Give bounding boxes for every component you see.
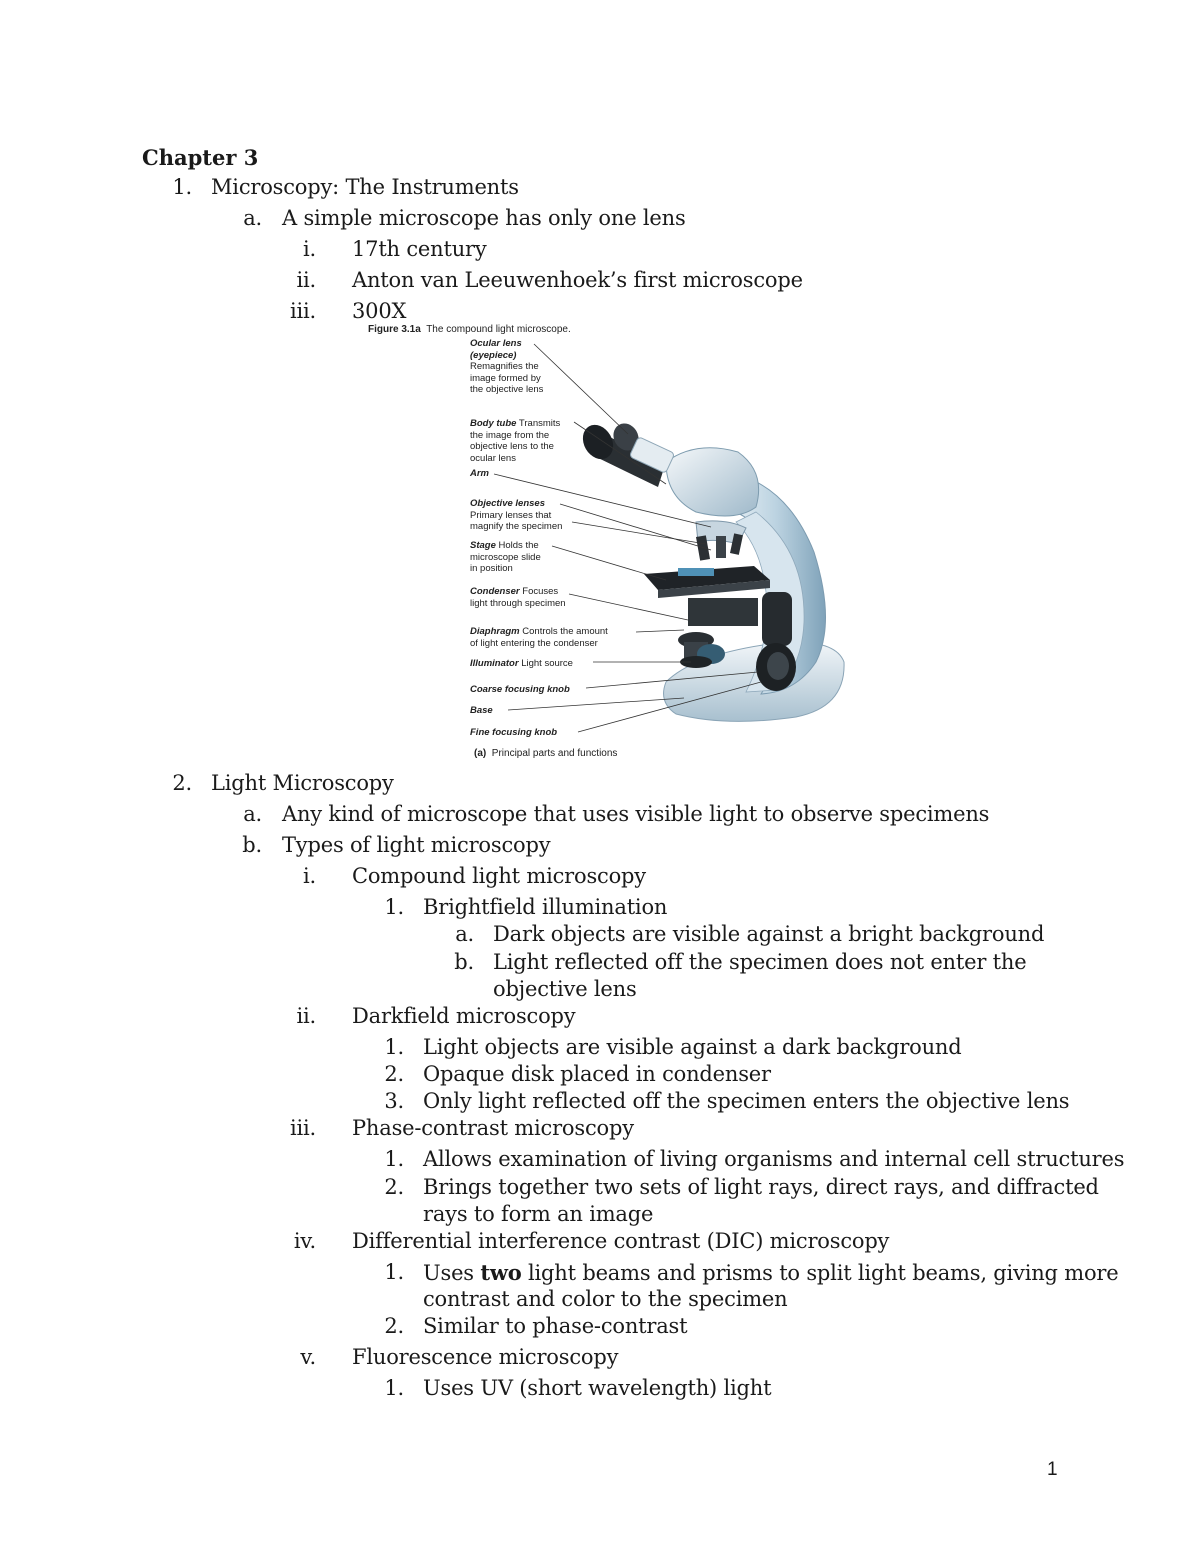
list-text: Types of light microscopy [282, 833, 551, 857]
list-marker: 1. [384, 1035, 404, 1059]
label-base: Base [470, 705, 493, 716]
list-text: Compound light microscopy [352, 864, 646, 888]
list-marker: 1. [384, 1260, 404, 1284]
list-text: objective lens [493, 977, 637, 1001]
figure-number: Figure 3.1a [368, 324, 421, 335]
list-marker: 1. [384, 1376, 404, 1400]
list-text: Light Microscopy [211, 771, 394, 795]
list-text: rays to form an image [423, 1202, 654, 1226]
list-marker: 1. [384, 1147, 404, 1171]
label-fine-focusing-knob: Fine focusing knob [470, 727, 558, 738]
list-text: contrast and color to the specimen [423, 1287, 788, 1311]
list-text: Microscopy: The Instruments [211, 175, 519, 199]
list-marker: 1. [384, 895, 404, 919]
label-stage: Stage Holds the microscope slide in position [470, 540, 541, 575]
list-text: Opaque disk placed in condenser [423, 1062, 771, 1086]
chapter-title: Chapter 3 [142, 145, 259, 170]
figure-subcaption: (a) Principal parts and functions [474, 748, 618, 759]
list-marker: 3. [384, 1089, 404, 1113]
list-text: Allows examination of living organisms and internal cell structures [423, 1147, 1125, 1171]
page-number: 1 [1047, 1459, 1058, 1480]
list-marker: 2. [384, 1314, 404, 1338]
emphasis-text: two [480, 1260, 522, 1285]
list-marker: 2. [384, 1175, 404, 1199]
list-text: Darkfield microscopy [352, 1004, 576, 1028]
list-marker: iii. [289, 299, 316, 323]
list-marker: a. [243, 206, 262, 230]
label-condenser: Condenser Focuses light through specimen [470, 586, 566, 609]
figure-caption-text: The compound light microscope. [426, 324, 571, 335]
list-marker: iv. [293, 1229, 316, 1253]
list-text: Light reflected off the specimen does not enter the [493, 950, 1027, 974]
list-marker: i. [303, 864, 316, 888]
list-text: Uses UV (short wavelength) light [423, 1376, 772, 1400]
list-text: Only light reflected off the specimen enters the objective lens [423, 1089, 1070, 1113]
list-text: Fluorescence microscopy [352, 1345, 619, 1369]
list-text: A simple microscope has only one lens [282, 206, 686, 230]
list-marker: 1. [172, 175, 192, 199]
label-body-tube: Body tube Transmits the image from the objective lens to the ocular lens [470, 418, 561, 464]
list-marker: b. [454, 950, 474, 974]
list-text: 17th century [352, 237, 487, 261]
microscope-figure [366, 322, 846, 762]
list-marker: ii. [296, 1004, 316, 1028]
label-illuminator: Illuminator Light source [470, 658, 573, 669]
list-text: Similar to phase-contrast [423, 1314, 688, 1338]
label-ocular-lens: Ocular lens (eyepiece) Remagnifies the image formed by the objective lens [470, 338, 544, 396]
list-marker: i. [303, 237, 316, 261]
list-marker: iii. [289, 1116, 316, 1140]
figure-caption [368, 324, 571, 335]
microscope-illustration [366, 322, 846, 762]
list-text: Differential interference contrast (DIC) microscopy [352, 1229, 890, 1253]
list-text: Any kind of microscope that uses visible light to observe specimens [282, 802, 990, 826]
list-marker: a. [455, 922, 474, 946]
list-text: Dark objects are visible against a bright background [493, 922, 1045, 946]
label-coarse-focusing-knob: Coarse focusing knob [470, 684, 570, 695]
list-text: Uses two light beams and prisms to split light beams, giving more [423, 1260, 1119, 1285]
list-marker: v. [300, 1345, 316, 1369]
list-text: Light objects are visible against a dark background [423, 1035, 962, 1059]
list-text: Brightfield illumination [423, 895, 668, 919]
label-objective-lenses: Objective lenses Primary lenses that magnify the specimen [470, 498, 563, 533]
label-diaphragm: Diaphragm Controls the amount of light entering the condenser [470, 626, 608, 649]
label-arm: Arm [470, 468, 490, 479]
list-text: 300X [352, 299, 407, 323]
list-marker: b. [242, 833, 262, 857]
list-marker: 2. [172, 771, 192, 795]
list-text: Brings together two sets of light rays, direct rays, and diffracted [423, 1175, 1099, 1199]
list-text: Phase-contrast microscopy [352, 1116, 634, 1140]
list-marker: ii. [296, 268, 316, 292]
list-marker: 2. [384, 1062, 404, 1086]
list-marker: a. [243, 802, 262, 826]
list-text: Anton van Leeuwenhoek’s first microscope [352, 268, 803, 292]
